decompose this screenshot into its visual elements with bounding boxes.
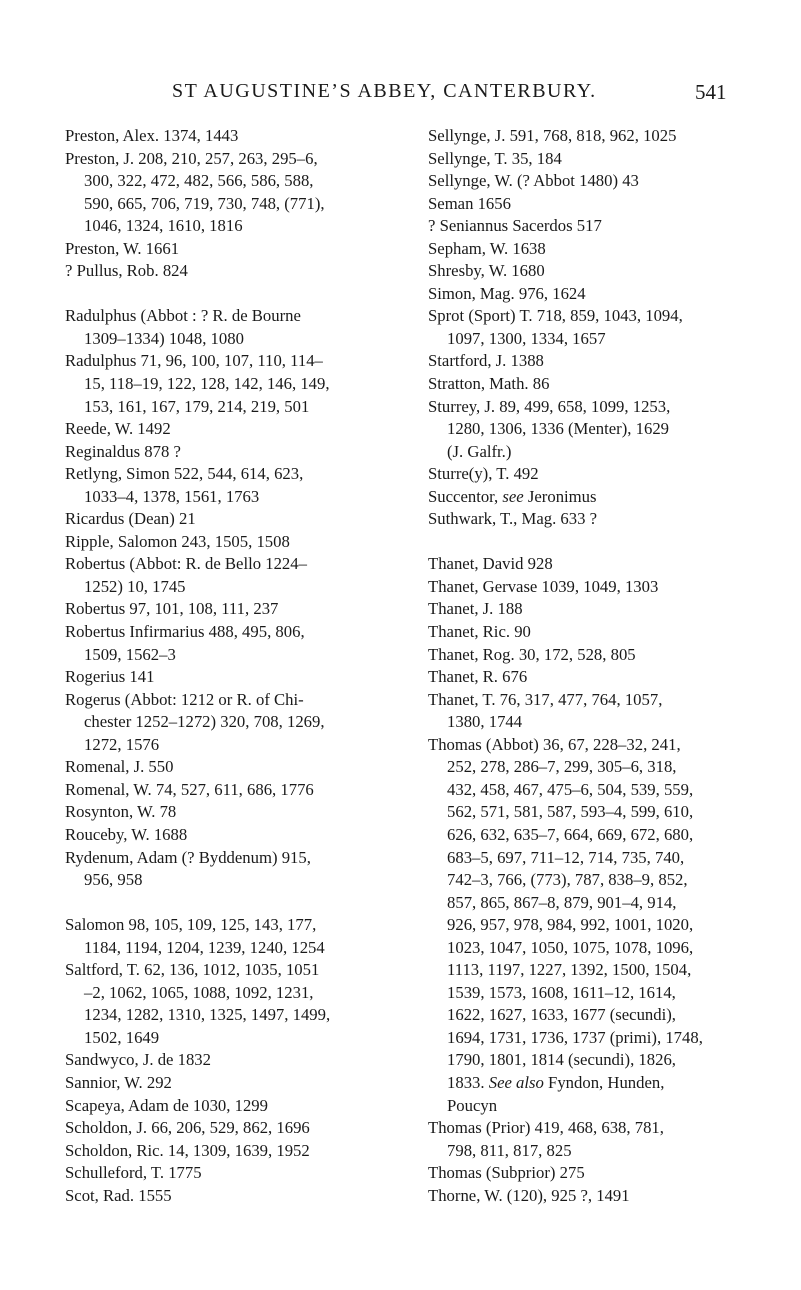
page-number: 541 [695,80,727,104]
index-entry: Rogerius 141 [65,667,155,687]
index-entry: Thomas (Subprior) 275 [428,1163,585,1183]
index-entry: Sturre(y), T. 492 [428,464,539,484]
index-column-right [428,125,773,1207]
index-entry: Thanet, Ric. 90 [428,622,531,642]
index-entry: Scholdon, J. 66, 206, 529, 862, 1696 [65,1118,310,1138]
index-entry: Thorne, W. (120), 925 ?, 1491 [428,1185,630,1205]
index-entry: Shresby, W. 1680 [428,261,545,281]
index-entry: Romenal, W. 74, 527, 611, 686, 1776 [65,779,314,799]
index-entry: Sellynge, T. 35, 184 [428,148,562,168]
index-entry: Stratton, Math. 86 [428,374,550,394]
index-entry: Preston, W. 1661 [65,238,180,258]
index-entry: ? Seniannus Sacerdos 517 [428,216,602,236]
running-title: ST AUGUSTINE’S ABBEY, CANTERBURY. [172,80,597,102]
index-entry: Scapeya, Adam de 1030, 1299 [65,1095,268,1115]
index-entry: Thanet, Rog. 30, 172, 528, 805 [428,644,636,664]
index-entry: ? Pullus, Rob. 824 [65,261,188,281]
index-entry: Suthwark, T., Mag. 633 ? [428,509,598,529]
index-entry: Rosynton, W. 78 [65,802,177,822]
index-entry: Robertus (Abbot: R. de Bello 1224– 1252) 10, 1745 [65,554,307,596]
index-entry: Succentor, see Jeronimus [428,486,597,506]
index-entry: Thanet, J. 188 [428,599,523,619]
index-entry: Thanet, T. 76, 317, 477, 764, 1057, 1380, 1744 [428,689,663,732]
index-entry: Preston, J. 208, 210, 257, 263, 295–6, 300, 322, 472, 482, 566, 586, 588, 590, 665, 706, 719, 730, 748, (771), 1046, 1324, 1610, 1816 [65,148,325,236]
index-entry: Radulphus (Abbot : ? R. de Bourne 1309–1334) 1048, 1080 [65,306,301,348]
index-entry: Sturrey, J. 89, 499, 658, 1099, 1253, 1280, 1306, 1336 (Menter), 1629 (J. Galfr.) [428,396,671,461]
index-entry: Saltford, T. 62, 136, 1012, 1035, 1051 –2, 1062, 1065, 1088, 1092, 1231, 1234, 1282, 1310, 1325, 1497, 1499, 1502, 1649 [65,960,331,1047]
index-entry: Preston, Alex. 1374, 1443 [65,126,239,145]
index-entry: Thanet, R. 676 [428,667,528,687]
index-entry: Retlyng, Simon 522, 544, 614, 623, 1033–4, 1378, 1561, 1763 [65,464,304,506]
index-entry: Ricardus (Dean) 21 [65,509,196,529]
index-entry: Startford, J. 1388 [428,351,544,371]
index-entry: Rogerus (Abbot: 1212 or R. of Chi- chester 1252–1272) 320, 708, 1269, 1272, 1576 [65,689,325,754]
index-entry: Sprot (Sport) T. 718, 859, 1043, 1094, 1097, 1300, 1334, 1657 [428,306,683,348]
index-entry: Schulleford, T. 1775 [65,1163,202,1183]
index-entry: Reede, W. 1492 [65,419,171,439]
section-gap [428,531,773,554]
index-entry: Sepham, W. 1638 [428,238,546,258]
index-column-left [65,125,400,1207]
index-entry: Thanet, David 928 [428,554,553,574]
index-entry: Radulphus 71, 96, 100, 107, 110, 114– 15, 118–19, 122, 128, 142, 146, 149, 153, 161, 167, 179, 214, 219, 501 [65,351,330,416]
index-entry: Sandwyco, J. de 1832 [65,1050,211,1070]
index-entry: Simon, Mag. 976, 1624 [428,283,586,303]
index-entry: Robertus Infirmarius 488, 495, 806, 1509, 1562–3 [65,622,305,664]
index-entry: Thanet, Gervase 1039, 1049, 1303 [428,576,659,596]
section-gap [65,283,400,306]
index-entry: Thomas (Abbot) 36, 67, 228–32, 241, 252, 278, 286–7, 299, 305–6, 318, 432, 458, 467, 475–6, 504, 539, 559, 562, 571, 581, 587, 593–4, 599, 610, 626, 632, 635–7, 664, 669, 672, 680, 683–5, 697, 711–12, 714, 735, 740, 742–3, 766, (773), 787, 838–9, 852, 857, 865, 867–8, 879, 901–4, 914, 926, 957, 978, 984, 992, 1001, 1020, 1023, 1047, 1050, 1075, 1078, 1096, 1113, 1197, 1227, 1392, 1500, 1504, 1539, 1573, 1608, 1611–12, 1614, 1622, 1627, 1633, 1677 (secundi), 1694, 1731, 1736, 1737 (primi), 1748, 1790, 1801, 1814 (secundi), 1826, 1833. See also Fyndon, Hunden, Poucyn [428,734,703,1115]
index-entry: Sellynge, J. 591, 768, 818, 962, 1025 [428,126,677,145]
index-entry: Romenal, J. 550 [65,757,174,777]
index-entry: Rydenum, Adam (? Byddenum) 915, 956, 958 [65,847,311,890]
index-entry: Sellynge, W. (? Abbot 1480) 43 [428,171,639,191]
index-entry: Seman 1656 [428,193,511,213]
index-entry: Rouceby, W. 1688 [65,824,188,844]
index-entry: Robertus 97, 101, 108, 111, 237 [65,599,279,619]
section-gap [65,892,400,915]
index-entry: Salomon 98, 105, 109, 125, 143, 177, 1184, 1194, 1204, 1239, 1240, 1254 [65,915,325,957]
index-entry: Scot, Rad. 1555 [65,1185,172,1205]
index-entry: Sannior, W. 292 [65,1072,172,1092]
index-entry: Scholdon, Ric. 14, 1309, 1639, 1952 [65,1140,310,1160]
index-entry: Reginaldus 878 ? [65,441,181,461]
index-entry: Thomas (Prior) 419, 468, 638, 781, 798, 811, 817, 825 [428,1118,664,1160]
running-header [0,80,801,110]
index-entry: Ripple, Salomon 243, 1505, 1508 [65,531,290,551]
